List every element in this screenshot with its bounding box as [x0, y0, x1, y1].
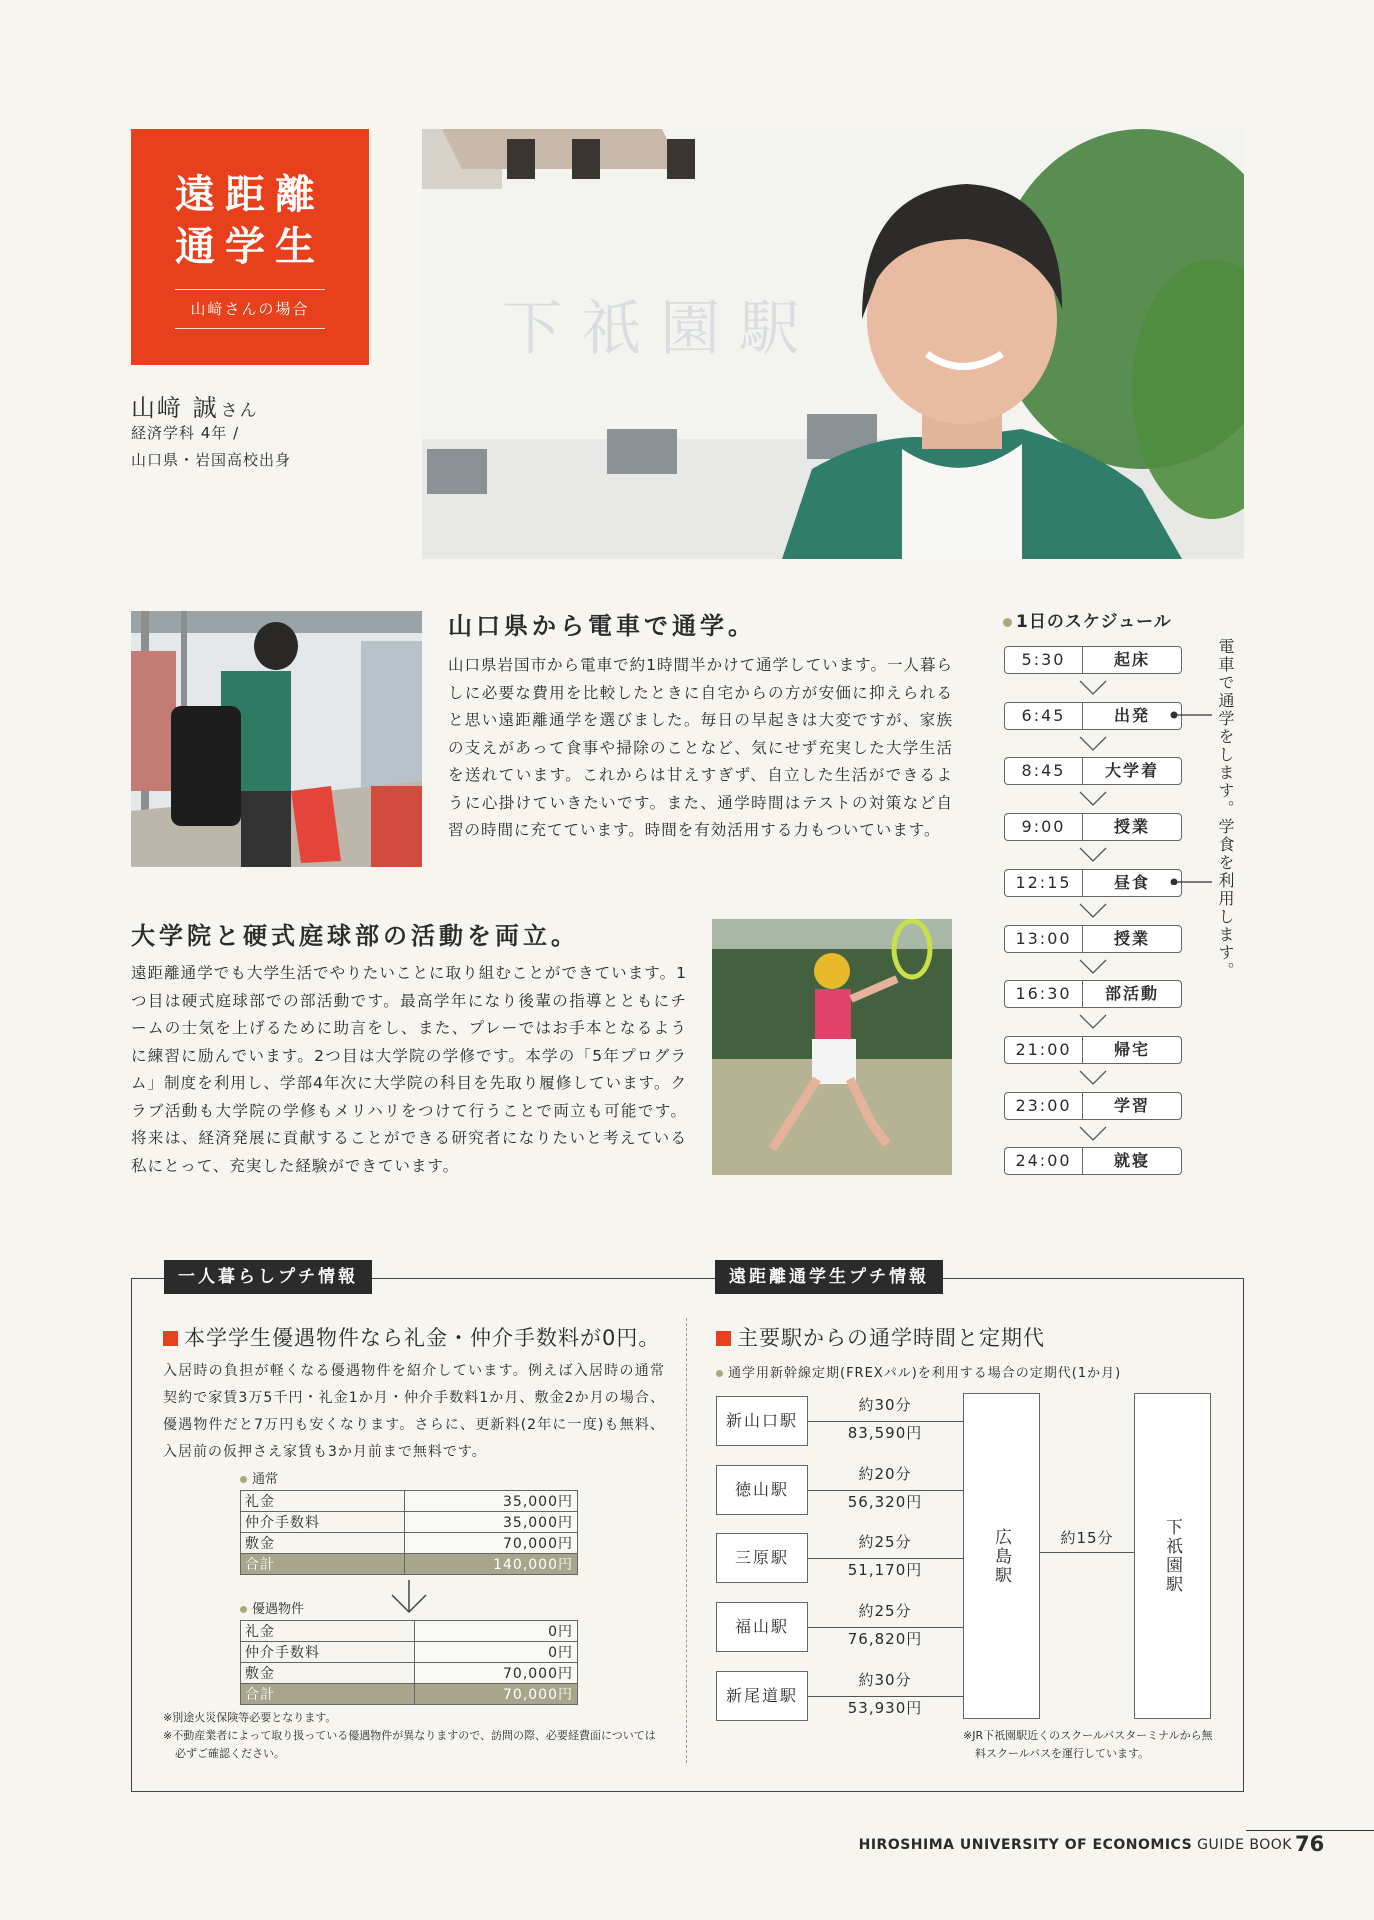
schedule-row [1004, 757, 1182, 785]
origin-station-box: 三原駅 [716, 1533, 808, 1583]
schedule-activity: 学習 [1113, 1096, 1150, 1115]
cost-value: 70,000円 [404, 1533, 577, 1554]
section2-heading: 大学院と硬式庭球部の活動を両立。 [131, 922, 579, 950]
cost-item: 敷金 [241, 1533, 405, 1554]
living-body: 入居時の負担が軽くなる優遇物件を紹介しています。例えば入居時の通常契約で家賃3万5千円・礼金1か月・仲介手数料1か月、敷金2か月の場合、優遇物件だと7万円も安くなります。さらに、更新料(2年に一度)も無料、入居前の仮押さえ家賃も3か月前まで無料です。 [163, 1363, 665, 1460]
bullet-icon [240, 1606, 247, 1613]
schedule-row [1004, 1147, 1182, 1175]
cost-value: 35,000円 [404, 1512, 577, 1533]
chevron-down-icon [1078, 902, 1108, 920]
bullet-icon [240, 1476, 247, 1483]
schedule-time: 6:45 [1005, 703, 1083, 729]
schedule-row [1004, 869, 1182, 897]
cost-row [241, 1642, 578, 1663]
commute-heading [716, 1322, 1045, 1352]
route-fare: 56,320円 [847, 1493, 923, 1511]
schedule-time: 5:30 [1005, 647, 1083, 673]
route-time: 約30分 [858, 1396, 912, 1414]
title-badge [131, 129, 369, 365]
red-square-icon [163, 1331, 178, 1346]
badge-subtitle: 山﨑さんの場合 [175, 289, 325, 329]
student-name-text: 山﨑 誠 [131, 394, 219, 422]
commute-heading-text: 主要駅からの通学時間と定期代 [737, 1326, 1045, 1350]
footer-title-light: GUIDE BOOK [1197, 1837, 1292, 1853]
schedule-time: 9:00 [1005, 814, 1083, 840]
portrait-illustration [422, 129, 1244, 559]
badge-title-line2: 通学生 [175, 224, 325, 270]
cost-item: 礼金 [241, 1621, 415, 1642]
schedule-time: 24:00 [1005, 1148, 1083, 1174]
route-time: 約25分 [858, 1533, 912, 1551]
cost-row [241, 1533, 578, 1554]
living-tag: 一人暮らしプチ情報 [164, 1260, 372, 1294]
chevron-down-icon [1078, 679, 1108, 697]
schedule-note-lunch: 学食を利用します。 [1216, 818, 1235, 980]
schedule-title [1003, 607, 1172, 632]
page-number: 76 [1295, 1832, 1325, 1856]
commute-subnote-text: 通学用新幹線定期(FREXパル)を利用する場合の定期代(1か月) [728, 1366, 1122, 1381]
route-fare: 53,930円 [847, 1699, 923, 1717]
destination-station-box: 下祇園駅 [1134, 1393, 1211, 1719]
route-fare: 83,590円 [847, 1424, 923, 1442]
route-time: 約20分 [858, 1465, 912, 1483]
chevron-down-icon [1078, 1069, 1108, 1087]
cost-row [241, 1512, 578, 1533]
route-fare: 51,170円 [847, 1561, 923, 1579]
info-divider [686, 1318, 687, 1763]
schedule-activity: 就寝 [1113, 1151, 1150, 1170]
badge-title-line1: 遠距離 [175, 172, 325, 218]
origin-station-box: 福山駅 [716, 1602, 808, 1652]
schedule-time: 16:30 [1005, 981, 1083, 1007]
route-time: 約25分 [858, 1602, 912, 1620]
cost-total-value: 140,000円 [404, 1554, 577, 1575]
cost-row [241, 1621, 578, 1642]
student-name [131, 388, 259, 423]
arrow-down-icon [390, 1580, 428, 1614]
bullet-icon [716, 1370, 723, 1377]
footer-rule [1246, 1830, 1374, 1831]
cost-row [241, 1491, 578, 1512]
schedule-time: 21:00 [1005, 1037, 1083, 1063]
cost-total-row [241, 1554, 578, 1575]
preferred-label-text: 優遇物件 [252, 1602, 305, 1617]
schedule-row [1004, 1036, 1182, 1064]
schedule-row [1004, 980, 1182, 1008]
cost-total-value: 70,000円 [414, 1684, 577, 1705]
schedule-activity: 大学着 [1104, 761, 1159, 780]
cost-total-row [241, 1684, 578, 1705]
hub-station-box: 広島駅 [963, 1393, 1040, 1719]
preferred-label [240, 1598, 304, 1617]
cost-item: 礼金 [241, 1491, 405, 1512]
hub-connector [1040, 1552, 1134, 1553]
living-note-1: ※別途火災保険等必要となります。 [163, 1711, 337, 1724]
schedule-note-connectors [1166, 705, 1216, 885]
schedule-activity: 帰宅 [1113, 1040, 1150, 1059]
section1-body: 山口県岩国市から電車で約1時間半かけて通学しています。一人暮らしに必要な費用を比較したときに自宅からの方が安価に抑えられると思い遠距離通学を選びました。毎日の早起きは大変ですが、家族の支えがあって食事や掃除のことなど、気にせず充実した大学生活を送れています。これからは甘えすぎず、自立した生活ができるように心掛けていきたいです。また、通学時間はテストの対策など自習の時間に充てています。時間を有効活用する力もついています。 [448, 656, 953, 839]
schedule-time: 8:45 [1005, 758, 1083, 784]
chevron-down-icon [1078, 1013, 1108, 1031]
schedule-bullet-icon [1003, 618, 1012, 627]
chevron-down-icon [1078, 790, 1108, 808]
chevron-down-icon [1078, 958, 1108, 976]
schedule-row [1004, 702, 1182, 730]
cost-value: 70,000円 [414, 1663, 577, 1684]
living-notes [163, 1709, 663, 1763]
student-honorific: さん [220, 401, 259, 421]
cost-item: 仲介手数料 [241, 1512, 405, 1533]
cost-value: 0円 [414, 1642, 577, 1663]
schedule-activity: 起床 [1113, 650, 1150, 669]
schedule-note-commute: 電車で通学をします。 [1216, 638, 1235, 818]
living-heading [163, 1322, 660, 1352]
commute-subnote [716, 1362, 1121, 1381]
commute-tag: 遠距離通学生プチ情報 [715, 1260, 943, 1294]
cost-total-label: 合計 [241, 1684, 415, 1705]
chevron-down-icon [1078, 846, 1108, 864]
schedule-row [1004, 1092, 1182, 1120]
living-heading-text: 本学学生優遇物件なら礼金・仲介手数料が0円。 [184, 1326, 661, 1350]
normal-cost-table [240, 1490, 578, 1575]
living-note-2: ※不動産業者によって取り扱っている優遇物件が異なりますので、訪問の際、必要経費面については必ずご確認ください。 [163, 1729, 656, 1760]
schedule-activity: 部活動 [1104, 984, 1159, 1003]
footer-title-bold: HIROSHIMA UNIVERSITY OF ECONOMICS [858, 1837, 1193, 1853]
schedule-activity: 授業 [1113, 929, 1150, 948]
origin-station-box: 新山口駅 [716, 1396, 808, 1446]
cost-row [241, 1663, 578, 1684]
student-profile [131, 420, 291, 474]
schedule-activity: 出発 [1113, 706, 1150, 725]
section1-heading: 山口県から電車で通学。 [448, 612, 756, 640]
tennis-illustration [712, 919, 952, 1175]
schedule-activity: 昼食 [1113, 873, 1150, 892]
commute-note: ※JR下祇園駅近くのスクールバスターミナルから無料スクールバスを運行しています。 [963, 1729, 1213, 1760]
student-hometown: 山口県・岩国高校出身 [131, 451, 292, 469]
chevron-down-icon [1078, 735, 1108, 753]
normal-label-text: 通常 [252, 1472, 279, 1487]
preferred-cost-table [240, 1620, 578, 1705]
cost-value: 35,000円 [404, 1491, 577, 1512]
route-time: 約30分 [858, 1671, 912, 1689]
schedule-time: 13:00 [1005, 926, 1083, 952]
tennis-photo [712, 919, 952, 1175]
cost-item: 敷金 [241, 1663, 415, 1684]
schedule-row [1004, 925, 1182, 953]
origin-station-box: 新尾道駅 [716, 1671, 808, 1721]
schedule-time: 12:15 [1005, 870, 1083, 896]
portrait-photo [422, 129, 1244, 559]
train-platform-illustration [131, 611, 422, 867]
cost-total-label: 合計 [241, 1554, 405, 1575]
student-department: 経済学科 4年 / [131, 424, 240, 442]
schedule-activity: 授業 [1113, 817, 1150, 836]
schedule-row [1004, 813, 1182, 841]
cost-value: 0円 [414, 1621, 577, 1642]
svg-text:下 祇 園 駅: 下 祇 園 駅 [502, 294, 800, 364]
schedule-time: 23:00 [1005, 1093, 1083, 1119]
footer-title [859, 1837, 1292, 1853]
schedule-row [1004, 646, 1182, 674]
normal-label [240, 1468, 278, 1487]
train-platform-photo [131, 611, 422, 867]
cost-item: 仲介手数料 [241, 1642, 415, 1663]
hub-time: 約15分 [1060, 1529, 1114, 1547]
chevron-down-icon [1078, 1125, 1108, 1143]
section2-body: 遠距離通学でも大学生活でやりたいことに取り組むことができています。1つ目は硬式庭球部での部活動です。最高学年になり後輩の指導とともにチームの士気を上げるために助言をし、また、プレーではお手本となるように練習に励んでいます。2つ目は大学院の学修です。本学の「5年プログラム」制度を利用し、学部4年次に大学院の科目を先取り履修しています。クラブ活動も大学院の学修もメリハリをつけて行うことで両立も可能です。将来は、経済発展に貢献することができる研究者になりたいと考えている私にとって、充実した経験ができています。 [131, 964, 687, 1175]
schedule-title-text: 1日のスケジュール [1016, 612, 1172, 632]
origin-station-box: 徳山駅 [716, 1465, 808, 1515]
red-square-icon [716, 1331, 731, 1346]
route-fare: 76,820円 [847, 1630, 923, 1648]
